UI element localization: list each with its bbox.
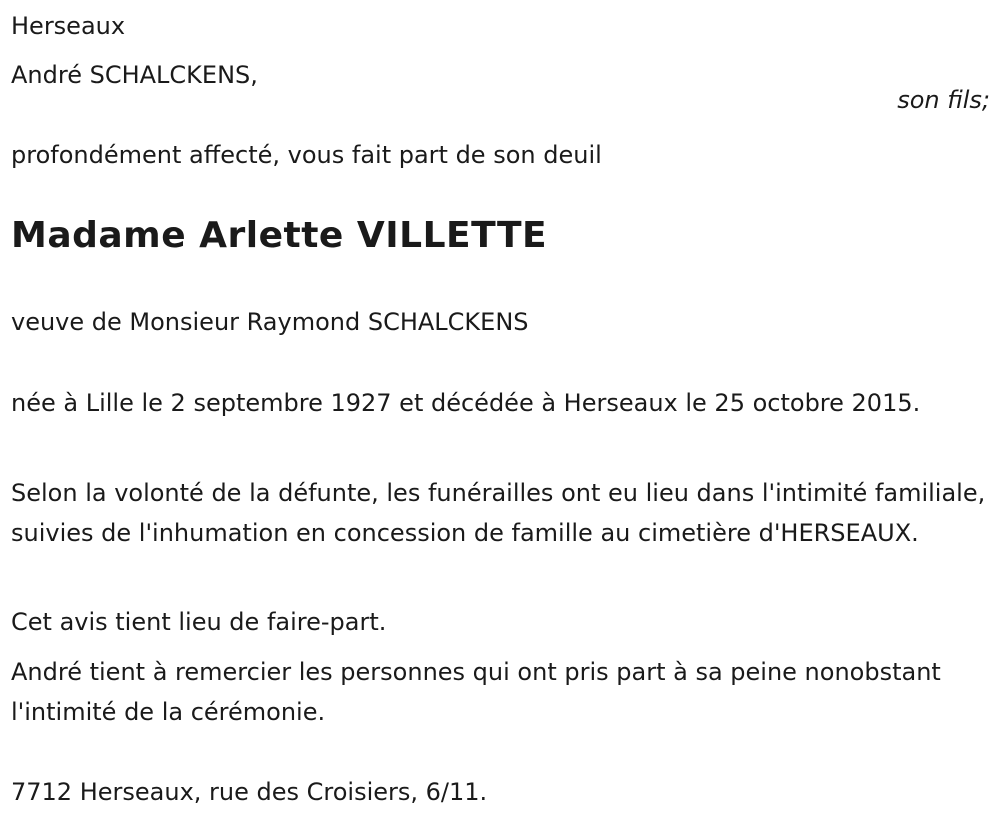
announcer-relation: son fils; (897, 86, 990, 114)
birth-death-paragraph: née à Lille le 2 septembre 1927 et décédée à Herseaux le 25 octobre 2015. (11, 389, 921, 417)
deceased-name: Madame Arlette VILLETTE (11, 215, 548, 256)
thanks-paragraph: André tient à remercier les personnes qui ont pris part à sa peine nonobstant l'intimité de la cérémonie. (11, 658, 941, 726)
location-header: Herseaux (11, 12, 126, 40)
announcement-intro: profondément affecté, vous fait part de son deuil (11, 141, 602, 169)
address: 7712 Herseaux, rue des Croisiers, 6/11. (11, 778, 488, 806)
faire-part-notice: Cet avis tient lieu de faire-part. (11, 608, 387, 636)
funeral-info-paragraph: Selon la volonté de la défunte, les funérailles ont eu lieu dans l'intimité familiale, suivies de l'inhumation en concession de famille au cimetière d'HERSEAUX. (11, 479, 986, 547)
announcer-name: André SCHALCKENS, (11, 61, 258, 89)
widow-of: veuve de Monsieur Raymond SCHALCKENS (11, 308, 529, 336)
